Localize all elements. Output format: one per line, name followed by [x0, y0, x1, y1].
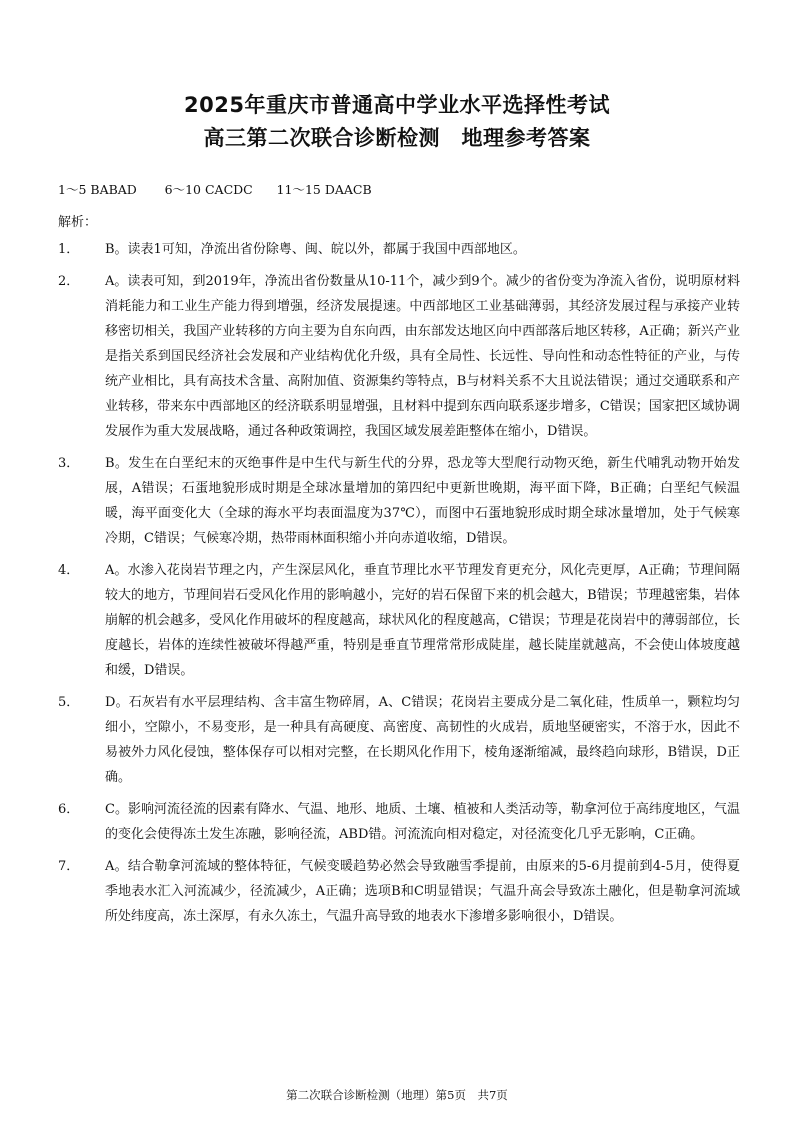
list-item	[58, 797, 740, 847]
item-text: A。结合勒拿河流域的整体特征，气候变暖趋势必然会导致融雪季提前，由原来的5-6月提前到4-5月，使得夏季地表水汇入河流减少，径流减少，A正确；选项B和C明显错误；气温升高会导致冻土融化，但是勒拿河流域所处纬度高，冻土深厚，有永久冻土，气温升高导致的地表水下渗增多影响很小，D错误。	[105, 859, 740, 924]
answer-key: 1～5 BABAD 6～10 CACDC 11～15 DAACB	[58, 182, 372, 197]
item-text: D。石灰岩有水平层理结构、含丰富生物碎屑，A、C错误；花岗岩主要成分是二氧化硅，性质单一，颗粒均匀细小，空隙小，不易变形，是一种具有高硬度、高密度、高韧性的火成岩，质地坚硬密实，不溶于水，因此不易被外力风化侵蚀，整体保存可以相对完整，在长期风化作用下，棱角逐渐缩减，最终趋向球形，B错误，D正确。	[105, 695, 740, 785]
item-number: 5．	[58, 695, 80, 710]
item-text: A。水渗入花岗岩节理之内，产生深层风化，垂直节理比水平节理发育更充分，风化壳更厚，A正确；节理间隔较大的地方，节理间岩石受风化作用的影响越小，完好的岩石保留下来的机会越大，B错误；节理越密集，岩体崩解的机会越多，受风化作用破坏的程度越高，球状风化的程度越高，C错误；节理是花岗岩中的薄弱部位，长度越长，岩体的连续性被破坏得越严重，特别是垂直节理常常形成陡崖，越长陡崖就越高，不会使山体坡度越和缓，D错误。	[105, 563, 740, 678]
analysis-label: 解析：	[58, 215, 98, 230]
list-item	[58, 269, 740, 444]
list-item	[58, 237, 740, 262]
item-text: B。发生在白垩纪末的灭绝事件是中生代与新生代的分界，恐龙等大型爬行动物灭绝，新生代哺乳动物开始发展，A错误；石蛋地貌形成时期是全球冰量增加的第四纪中更新世晚期，海平面下降，B正确；白垩纪气候温暖，海平面变化大（全球的海水平均表面温度为37℃），而图中石蛋地貌形成时期全球冰量增加，处于气候寒冷期，C错误；气候寒冷期，热带雨林面积缩小并向赤道收缩，D错误。	[105, 456, 740, 546]
item-text: B。读表1可知，净流出省份除粤、闽、皖以外，都属于我国中西部地区。	[105, 242, 526, 257]
item-number: 7．	[58, 859, 80, 874]
list-item	[58, 558, 740, 683]
list-item	[58, 690, 740, 790]
item-number: 6．	[58, 802, 80, 817]
list-item	[58, 451, 740, 551]
item-text: A。读表可知，到2019年，净流出省份数量从10-11个，减少到9个。减少的省份变为净流入省份，说明原材料消耗能力和工业生产能力得到增强，经济发展提速。中西部地区工业基础薄弱，其经济发展过程与承接产业转移密切相关，我国产业转移的方向主要为自东向西，由东部发达地区向中西部落后地区转移，A正确；新兴产业是指关系到国民经济社会发展和产业结构优化升级，具有全局性、长远性、导向性和动态性特征的产业，与传统产业相比，具有高技术含量、高附加值、资源集约等特点，B与材料关系不大且说法错误；通过交通联系和产业转移，带来东中西部地区的经济联系明显增强，且材料中提到东西向联系逐步增多，C错误；国家把区域协调发展作为重大发展战略，通过各种政策调控，我国区域发展差距整体在缩小，D错误。	[105, 274, 740, 439]
page-title: 2025年重庆市普通高中学业水平选择性考试	[184, 93, 610, 117]
item-text: C。影响河流径流的因素有降水、气温、地形、地质、土壤、植被和人类活动等，勒拿河位于高纬度地区，气温的变化会使得冻土发生冻融，影响径流，ABD错。河流流向相对稳定，对径流变化几乎无影响，C正确。	[105, 802, 740, 842]
item-number: 3．	[58, 456, 80, 471]
analysis-list	[58, 237, 740, 936]
page-subtitle: 高三第二次联合诊断检测 地理参考答案	[203, 126, 591, 150]
item-number: 1．	[58, 242, 80, 257]
page-footer: 第二次联合诊断检测（地理）第5页 共7页	[286, 1088, 508, 1102]
item-number: 4．	[58, 563, 80, 578]
item-number: 2．	[58, 274, 80, 289]
list-item	[58, 854, 740, 929]
